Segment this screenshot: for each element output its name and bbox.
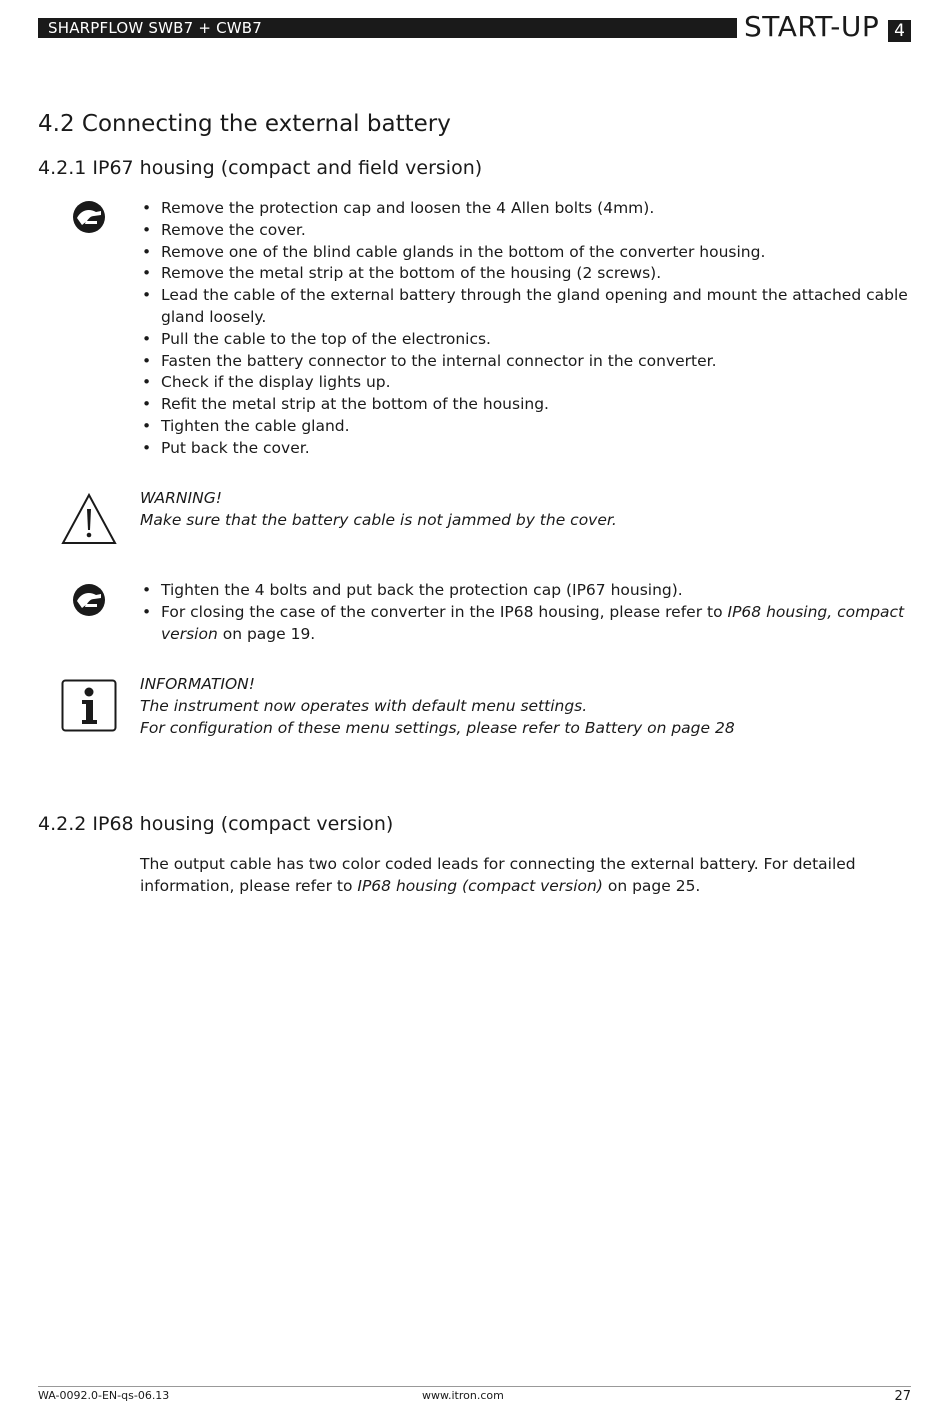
list-item: • Remove the cover. bbox=[140, 220, 915, 242]
warning-triangle-icon bbox=[60, 492, 118, 550]
ip68-text-prefix: The output cable has two color coded leads for connecting the external battery. For detailed information, please refer to bbox=[140, 855, 856, 895]
hand-icon bbox=[72, 200, 106, 238]
information-title: INFORMATION! bbox=[140, 675, 255, 693]
list-item: • Remove the metal strip at the bottom of the housing (2 screws). bbox=[140, 263, 915, 285]
list-item: • Pull the cable to the top of the electronics. bbox=[140, 329, 915, 351]
subsection-title-ip67: 4.2.1 IP67 housing (compact and field version) bbox=[38, 157, 483, 179]
footer-website[interactable]: www.itron.com bbox=[422, 1389, 504, 1402]
information-line: For configuration of these menu settings, please refer to Battery on page 28 bbox=[140, 718, 735, 737]
section-title: 4.2 Connecting the external battery bbox=[38, 111, 451, 137]
list-item: • Refit the metal strip at the bottom of the housing. bbox=[140, 394, 915, 416]
header-product: SHARPFLOW SWB7 + CWB7 bbox=[48, 19, 263, 37]
header-chapter-number: 4 bbox=[888, 20, 911, 42]
ip68-paragraph bbox=[140, 853, 910, 897]
header-section-title: START-UP bbox=[744, 10, 880, 43]
closing-steps-list bbox=[140, 580, 915, 645]
footer-doc-id: WA-0092.0-EN-qs-06.13 bbox=[38, 1389, 170, 1402]
list-item: • Fasten the battery connector to the internal connector in the converter. bbox=[140, 351, 915, 373]
list-item: • Remove one of the blind cable glands in the bottom of the converter housing. bbox=[140, 242, 915, 264]
information-line: The instrument now operates with default menu settings. bbox=[140, 696, 588, 715]
closing-step-prefix: For closing the case of the converter in the IP68 housing, please refer to bbox=[161, 602, 728, 621]
list-item: • Tighten the 4 bolts and put back the protection cap (IP67 housing). bbox=[140, 580, 915, 602]
list-item: • Tighten the cable gland. bbox=[140, 416, 915, 438]
cross-reference-link[interactable]: IP68 housing (compact version) bbox=[357, 877, 603, 895]
header-product-bar bbox=[38, 18, 737, 38]
footer-divider bbox=[38, 1386, 911, 1387]
list-item: • Remove the protection cap and loosen the 4 Allen bolts (4mm). bbox=[140, 198, 915, 220]
list-item: • Put back the cover. bbox=[140, 438, 915, 460]
info-icon bbox=[61, 679, 117, 736]
list-item: • Check if the display lights up. bbox=[140, 372, 915, 394]
list-item: • Lead the cable of the external battery through the gland opening and mount the attached cable gland loosely. bbox=[140, 285, 915, 329]
cross-reference-link[interactable]: IP68 housing, compact version bbox=[161, 602, 905, 643]
closing-step-suffix: on page 19. bbox=[217, 624, 316, 643]
footer-page-number: 27 bbox=[894, 1389, 911, 1404]
warning-title: WARNING! bbox=[140, 489, 222, 507]
warning-text: Make sure that the battery cable is not jammed by the cover. bbox=[140, 510, 617, 529]
ip68-text-suffix: on page 25. bbox=[602, 877, 701, 895]
subsection-title-ip68: 4.2.2 IP68 housing (compact version) bbox=[38, 813, 394, 835]
warning-note bbox=[140, 488, 910, 532]
ip67-steps-list bbox=[140, 198, 915, 460]
list-item bbox=[140, 602, 915, 646]
information-note bbox=[140, 674, 910, 739]
hand-icon bbox=[72, 583, 106, 621]
